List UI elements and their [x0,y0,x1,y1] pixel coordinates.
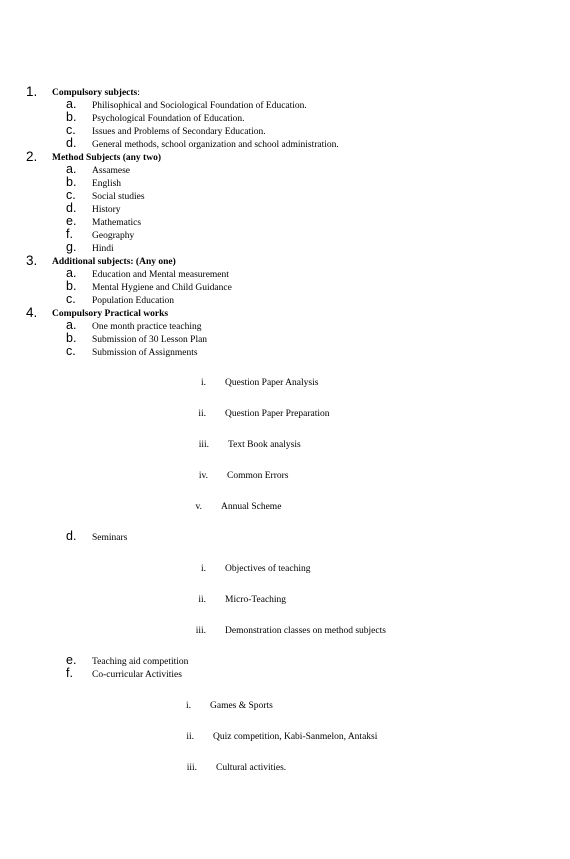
roman-item [0,377,570,390]
roman-item [0,563,570,576]
roman-numeral: iii. [186,763,197,773]
section-number: 3. [26,253,38,268]
item-letter: c. [66,344,76,358]
section-title: Compulsory subjects [52,88,138,98]
roman-numeral: ii. [198,409,206,419]
item-text: Philisophical and Sociological Foundation of Education. [92,101,307,111]
item-text: Submission of Assignments [92,348,198,358]
item-letter: e. [66,653,77,667]
item-letter: g. [66,240,77,254]
item-text: Co-curricular Activities [92,670,182,680]
item-letter: a. [66,97,77,111]
item-text: Social studies [92,192,145,202]
item-letter: f. [66,227,73,241]
item-letter: c. [66,123,76,137]
section-number: 2. [26,149,38,164]
item-text: Seminars [92,533,128,543]
item-text: Submission of 30 Lesson Plan [92,335,208,345]
roman-item [0,731,570,744]
roman-item-text: Annual Scheme [221,502,282,512]
roman-item [0,700,570,713]
roman-item-text: Micro-Teaching [225,595,287,605]
roman-item-text: Quiz competition, Kabi-Sanmelon, Antaksi [213,732,378,742]
section-number: 1. [26,84,38,99]
roman-numeral: iii. [198,440,209,450]
section-title-suffix: : (Any one) [130,257,176,267]
roman-numeral: i. [200,564,206,574]
section-title: Additional subjects [52,257,131,267]
section-title: Compulsory Practical works [52,309,169,319]
roman-item-text: Games & Sports [210,701,273,711]
roman-item-text: Demonstration classes on method subjects [225,626,386,636]
item-letter: c. [66,292,76,306]
roman-item [0,501,570,514]
item-text: Population Education [92,296,175,306]
item-letter: a. [66,318,77,332]
item-letter: a. [66,162,77,176]
item-text: General methods, school organization and school administration. [92,140,339,150]
item-text: Teaching aid competition [92,657,189,667]
roman-numeral: iv. [198,471,208,481]
roman-item [0,625,570,638]
item-text: One month practice teaching [92,322,202,332]
roman-item [0,470,570,483]
roman-item [0,594,570,607]
item-text: Mathematics [92,218,142,228]
item-text: Education and Mental measurement [92,270,229,280]
item-letter: c. [66,188,76,202]
roman-item-text: Cultural activities. [216,763,287,773]
section-number: 4. [26,305,38,320]
item-text: Psychological Foundation of Education. [92,114,245,124]
item-letter: d. [66,136,77,150]
item-text: Assamese [92,166,130,176]
roman-item-text: Question Paper Analysis [225,378,319,388]
item-letter: b. [66,175,77,189]
item-letter: e. [66,214,77,228]
section-title: Method Subjects (any two) [52,153,161,163]
roman-item-text: Common Errors [227,471,289,481]
item-text: Hindi [92,244,114,254]
item-letter: d. [66,529,77,543]
roman-item-text: Question Paper Preparation [225,409,330,419]
roman-numeral: ii. [186,732,194,742]
item-letter: f. [66,666,73,680]
roman-item-text: Text Book analysis [228,440,301,450]
roman-numeral: v. [195,502,202,512]
roman-numeral: i. [185,701,191,711]
item-text: Issues and Problems of Secondary Education. [92,127,266,137]
item-text: History [92,205,121,215]
item-text: Geography [92,231,135,241]
item-letter: b. [66,110,77,124]
roman-numeral: iii. [195,626,206,636]
roman-numeral: ii. [198,595,206,605]
roman-item-text: Objectives of teaching [225,564,311,574]
section-title-suffix: : [137,88,140,98]
roman-numeral: i. [200,378,206,388]
item-letter: a. [66,266,77,280]
roman-item [0,408,570,421]
item-letter: d. [66,201,77,215]
item-letter: b. [66,331,77,345]
roman-item [0,762,570,775]
roman-item [0,439,570,452]
item-text: Mental Hygiene and Child Guidance [92,283,232,293]
item-letter: b. [66,279,77,293]
item-text: English [92,179,122,189]
